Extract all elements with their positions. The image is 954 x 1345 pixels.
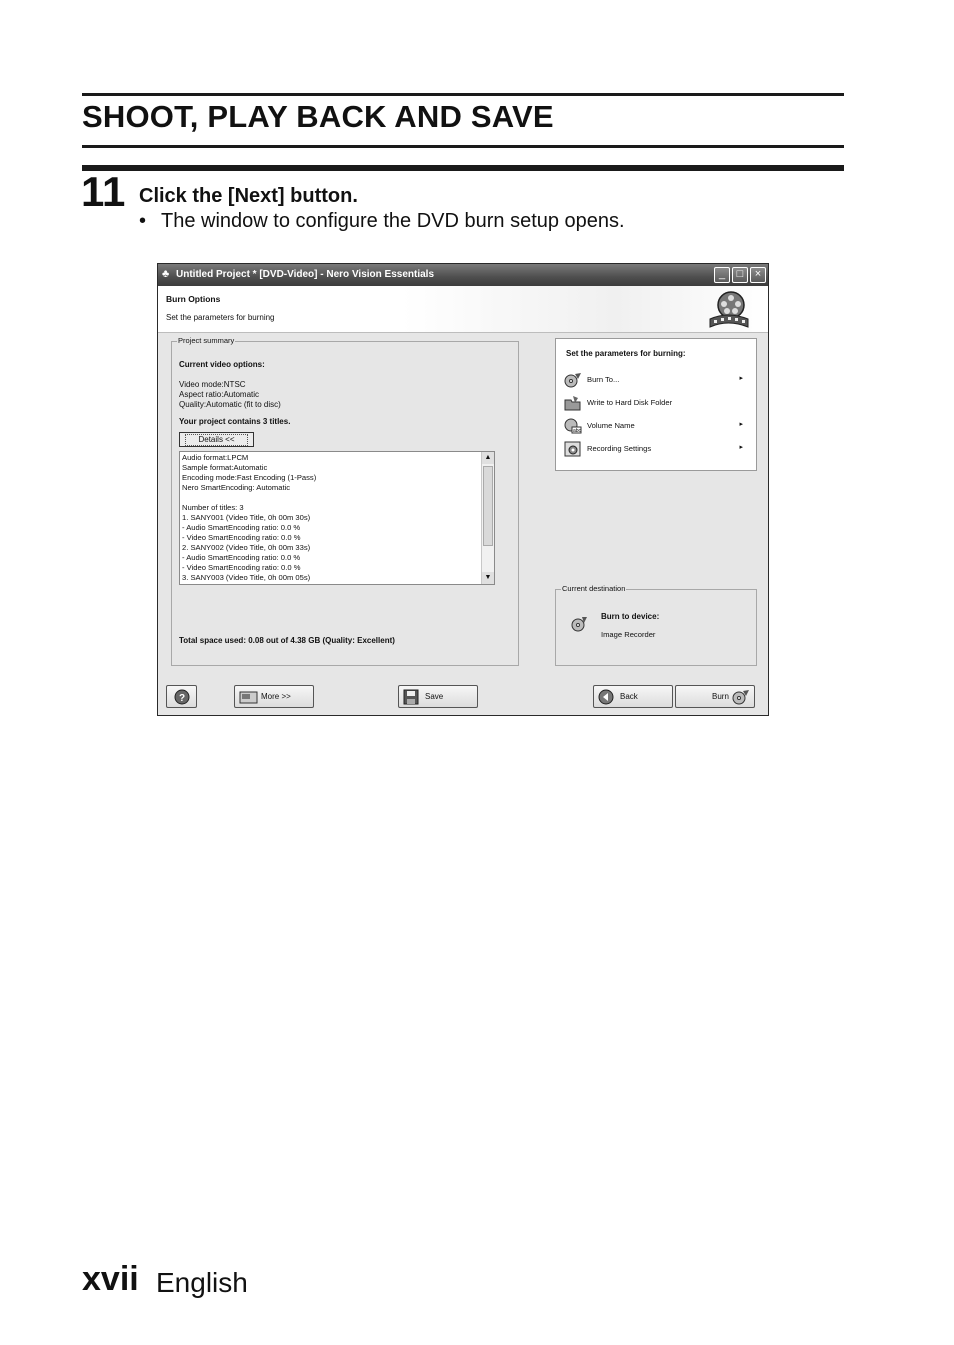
list-item: Encoding mode:Fast Encoding (1-Pass) — [182, 473, 317, 482]
page-language: English — [156, 1267, 248, 1298]
burn-device-icon — [570, 615, 588, 633]
more-options-icon — [239, 689, 259, 705]
more-button[interactable] — [234, 685, 314, 708]
burn-parameters-heading: Set the parameters for burning: — [566, 349, 686, 358]
save-disk-icon — [403, 689, 419, 705]
burn-button[interactable] — [675, 685, 755, 708]
burn-to-item[interactable] — [564, 370, 749, 390]
quality-text: Quality:Automatic (fit to disc) — [179, 400, 281, 409]
recording-settings-icon — [564, 441, 582, 457]
current-destination-label: Current destination — [562, 584, 626, 593]
list-item: - Audio SmartEncoding ratio: 0.0 % — [182, 523, 301, 532]
burn-disc-icon — [564, 372, 582, 388]
list-item: Sample format:Automatic — [182, 463, 268, 472]
list-item: - Video SmartEncoding ratio: 0.0 % — [182, 563, 301, 572]
save-button[interactable] — [398, 685, 478, 708]
list-item: - Audio SmartEncoding ratio: 0.0 % — [182, 553, 301, 562]
title-underline — [82, 145, 844, 148]
header-title: Burn Options — [166, 294, 221, 304]
list-item: Audio format:LPCM — [182, 453, 249, 462]
maximize-button[interactable]: □ — [732, 267, 748, 283]
back-arrow-icon — [598, 689, 614, 705]
svg-text:abc: abc — [573, 428, 582, 434]
details-listbox[interactable] — [179, 451, 495, 585]
burn-disc-icon — [732, 689, 750, 705]
nero-burn-options-window — [157, 263, 769, 716]
page-number: xvii — [82, 1260, 139, 1298]
top-rule — [82, 93, 844, 96]
project-summary-group — [171, 336, 519, 666]
help-icon — [174, 689, 190, 705]
window-title: Untitled Project * [DVD-Video] - Nero Vision Essentials — [176, 269, 435, 280]
device-name: Image Recorder — [601, 630, 656, 639]
scroll-thumb[interactable] — [483, 466, 493, 546]
burn-to-device-title: Burn to device: — [601, 612, 660, 621]
save-button-label: Save — [425, 692, 444, 701]
aspect-ratio-text: Aspect ratio:Automatic — [179, 390, 260, 399]
back-button[interactable] — [593, 685, 673, 708]
section-title: SHOOT, PLAY BACK AND SAVE — [82, 99, 554, 134]
close-button[interactable]: × — [750, 267, 766, 283]
step-bullet — [139, 210, 625, 233]
details-button[interactable] — [179, 432, 254, 447]
list-item: Nero SmartEncoding: Automatic — [182, 483, 291, 492]
wizard-header — [158, 286, 768, 333]
titles-count-text: Your project contains 3 titles. — [179, 417, 291, 426]
list-item: 1. SANY001 (Video Title, 0h 00m 30s) — [182, 513, 311, 522]
svg-text:?: ? — [179, 693, 186, 704]
current-video-options-label: Current video options: — [179, 360, 265, 369]
volume-name-label: Volume Name — [587, 421, 635, 430]
submenu-arrow-icon: ▸ — [739, 421, 743, 428]
step-rule — [82, 165, 844, 171]
total-space-text: Total space used: 0.08 out of 4.38 GB (Quality: Excellent) — [179, 636, 395, 645]
submenu-arrow-icon: ▸ — [739, 444, 743, 451]
help-button[interactable] — [166, 685, 197, 708]
folder-icon — [564, 395, 582, 411]
bullet-mark: • — [139, 210, 147, 232]
details-scrollbar[interactable] — [481, 452, 494, 584]
more-button-label: More >> — [261, 692, 291, 701]
list-item: - Video SmartEncoding ratio: 0.0 % — [182, 533, 301, 542]
scroll-up-icon[interactable]: ▲ — [482, 452, 494, 464]
video-mode-text: Video mode:NTSC — [179, 380, 246, 389]
volume-name-item[interactable] — [564, 416, 749, 436]
burn-button-label: Burn — [712, 692, 729, 701]
volume-name-icon — [564, 418, 582, 434]
step-bullet-text: The window to configure the DVD burn setup opens. — [161, 210, 625, 232]
project-summary-label: Project summary — [178, 336, 235, 345]
list-item: Number of titles: 3 — [182, 503, 244, 512]
current-destination-group — [555, 584, 757, 666]
recording-settings-label: Recording Settings — [587, 444, 652, 453]
title-bar[interactable] — [158, 264, 768, 286]
burn-to-label: Burn To... — [587, 375, 620, 384]
back-button-label: Back — [620, 692, 638, 701]
step-number: 11 — [81, 168, 126, 215]
step-title: Click the [Next] button. — [139, 185, 358, 207]
list-item: 3. SANY003 (Video Title, 0h 00m 05s) — [182, 573, 311, 582]
scroll-down-icon[interactable]: ▼ — [482, 572, 494, 584]
recording-settings-item[interactable] — [564, 439, 749, 459]
write-to-hard-disk-label: Write to Hard Disk Folder — [587, 398, 673, 407]
write-to-hard-disk-folder-item[interactable] — [564, 393, 749, 413]
nero-app-icon: ♣ — [162, 268, 170, 280]
submenu-arrow-icon: ▸ — [739, 375, 743, 382]
details-button-label: Details << — [185, 434, 247, 446]
film-reel-logo-icon — [708, 289, 750, 329]
minimize-button[interactable]: _ — [714, 267, 730, 283]
header-subtitle: Set the parameters for burning — [166, 313, 275, 322]
burn-parameters-panel — [555, 338, 757, 471]
list-item: 2. SANY002 (Video Title, 0h 00m 33s) — [182, 543, 311, 552]
